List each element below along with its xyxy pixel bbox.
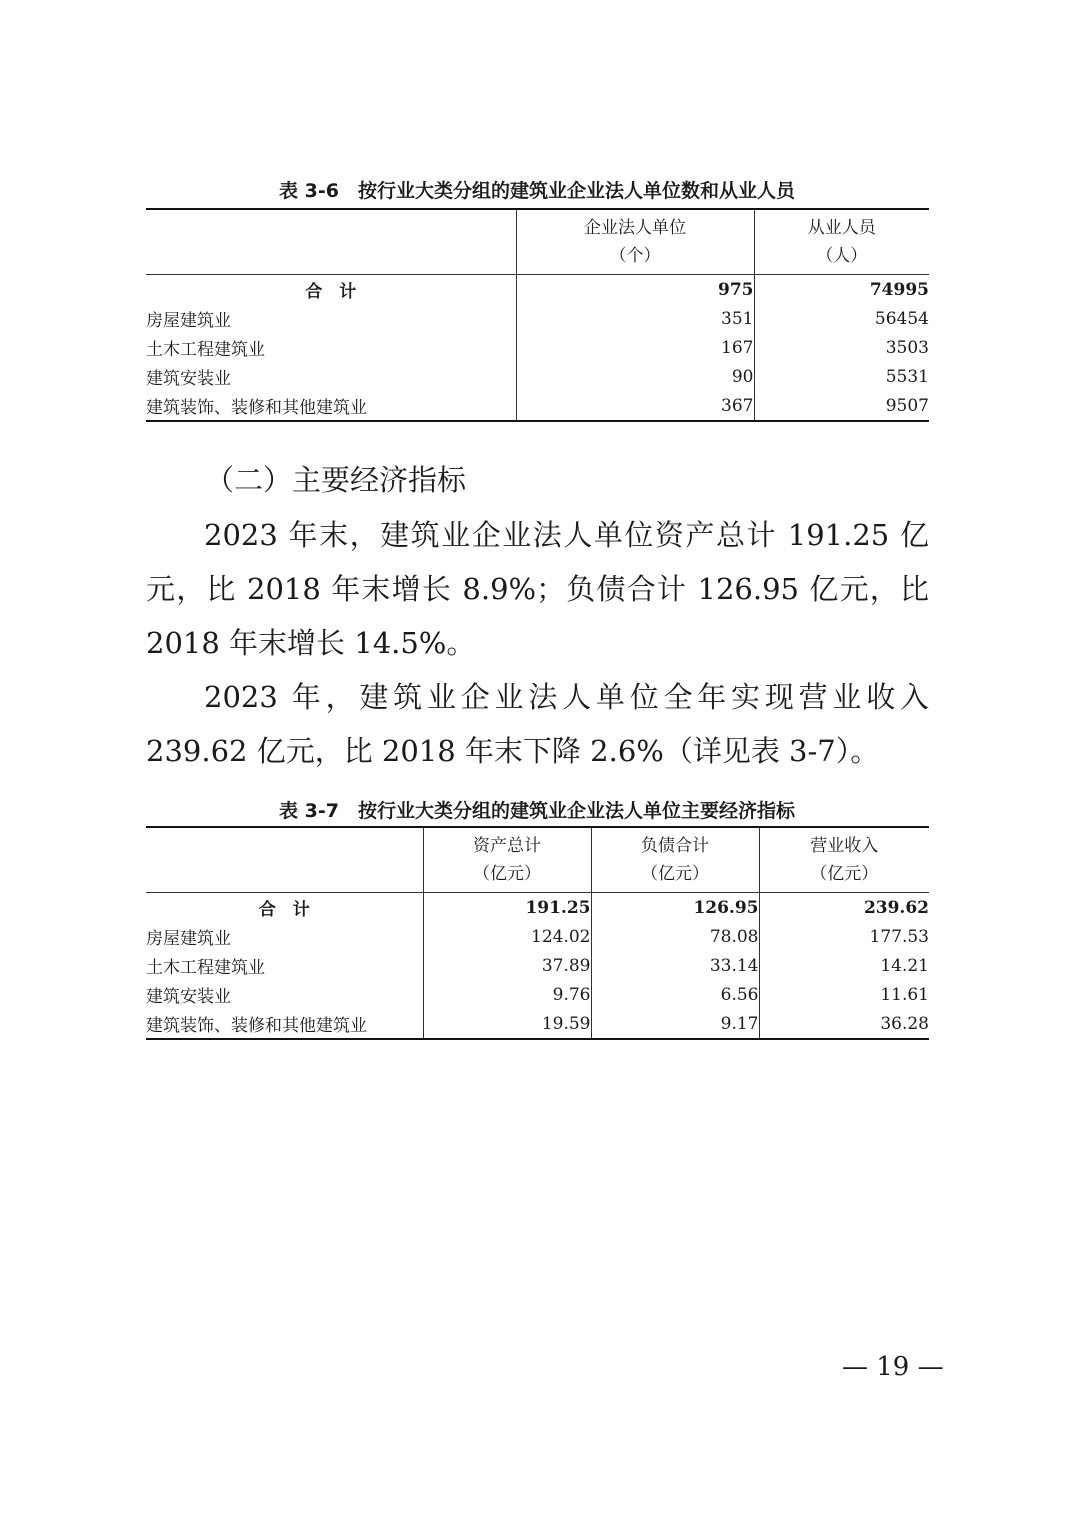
header-assets-unit: （亿元） (473, 864, 541, 884)
cell-value: 78.08 (591, 922, 759, 951)
cell-value: 177.53 (759, 922, 929, 951)
cell-value: 367 (516, 391, 754, 421)
cell-value: 9.17 (591, 1009, 759, 1039)
cell-value: 239.62 (759, 893, 929, 923)
header-employees-label: 从业人员 (807, 218, 876, 238)
table-row (146, 1009, 929, 1039)
header-liabilities (591, 827, 759, 893)
cell-value: 167 (516, 333, 754, 362)
cell-value: 3503 (754, 333, 929, 362)
cell-value: 124.02 (423, 922, 591, 951)
cell-value: 9.76 (423, 980, 591, 1009)
cell-value: 90 (516, 362, 754, 391)
row-label: 建筑安装业 (146, 369, 231, 389)
header-units-unit: （个） (609, 246, 661, 266)
header-assets (423, 827, 591, 893)
paragraph-1: 2023 年末，建筑业企业法人单位资产总计 191.25 亿元，比 2018 年末增长 8.9%；负债合计 126.95 亿元，比 2018 年末增长 14.5%。 (146, 518, 929, 660)
row-label: 合 计 (258, 900, 310, 920)
table-3-6 (146, 208, 929, 422)
table-row (146, 980, 929, 1009)
cell-value: 975 (516, 275, 754, 305)
row-label: 房屋建筑业 (146, 311, 231, 331)
row-label: 合 计 (305, 282, 357, 302)
header-employees (754, 209, 929, 275)
table-row-total (146, 893, 929, 923)
table-row (146, 391, 929, 421)
header-units-label: 企业法人单位 (584, 218, 686, 238)
section-heading: （二）主要经济指标 (205, 463, 467, 497)
cell-value: 11.61 (759, 980, 929, 1009)
header-employees-unit: （人） (816, 246, 868, 266)
table-row (146, 333, 929, 362)
cell-value: 126.95 (591, 893, 759, 923)
cell-value: 6.56 (591, 980, 759, 1009)
cell-value: 9507 (754, 391, 929, 421)
header-blank (146, 209, 516, 275)
header-revenue (759, 827, 929, 893)
cell-value: 5531 (754, 362, 929, 391)
header-units (516, 209, 754, 275)
header-revenue-label: 营业收入 (810, 836, 879, 856)
row-label: 建筑安装业 (146, 987, 231, 1007)
header-assets-label: 资产总计 (473, 836, 541, 856)
cell-value: 74995 (754, 275, 929, 305)
cell-value: 36.28 (759, 1009, 929, 1039)
table-row (146, 304, 929, 333)
table-3-7-caption: 表 3-7 按行业大类分组的建筑业企业法人单位主要经济指标 (279, 800, 795, 822)
cell-value: 19.59 (423, 1009, 591, 1039)
cell-value: 14.21 (759, 951, 929, 980)
table-3-7 (146, 826, 929, 1040)
header-liabilities-unit: （亿元） (641, 864, 709, 884)
table-row (146, 362, 929, 391)
row-label: 建筑装饰、装修和其他建筑业 (146, 1016, 367, 1036)
header-blank (146, 827, 423, 893)
table-row-total (146, 275, 929, 305)
cell-value: 191.25 (423, 893, 591, 923)
header-liabilities-label: 负债合计 (641, 836, 709, 856)
cell-value: 37.89 (423, 951, 591, 980)
header-revenue-unit: （亿元） (810, 864, 879, 884)
paragraph-2: 2023 年，建筑业企业法人单位全年实现营业收入 239.62 亿元，比 2018 年末下降 2.6%（详见表 3-7）。 (146, 680, 929, 768)
table-row (146, 922, 929, 951)
row-label: 房屋建筑业 (146, 929, 231, 949)
row-label: 土木工程建筑业 (146, 340, 265, 360)
row-label: 土木工程建筑业 (146, 958, 265, 978)
cell-value: 33.14 (591, 951, 759, 980)
row-label: 建筑装饰、装修和其他建筑业 (146, 398, 367, 418)
cell-value: 351 (516, 304, 754, 333)
table-row (146, 951, 929, 980)
page-number: — 19 — (842, 1352, 944, 1382)
cell-value: 56454 (754, 304, 929, 333)
table-3-6-caption: 表 3-6 按行业大类分组的建筑业企业法人单位数和从业人员 (279, 180, 795, 202)
